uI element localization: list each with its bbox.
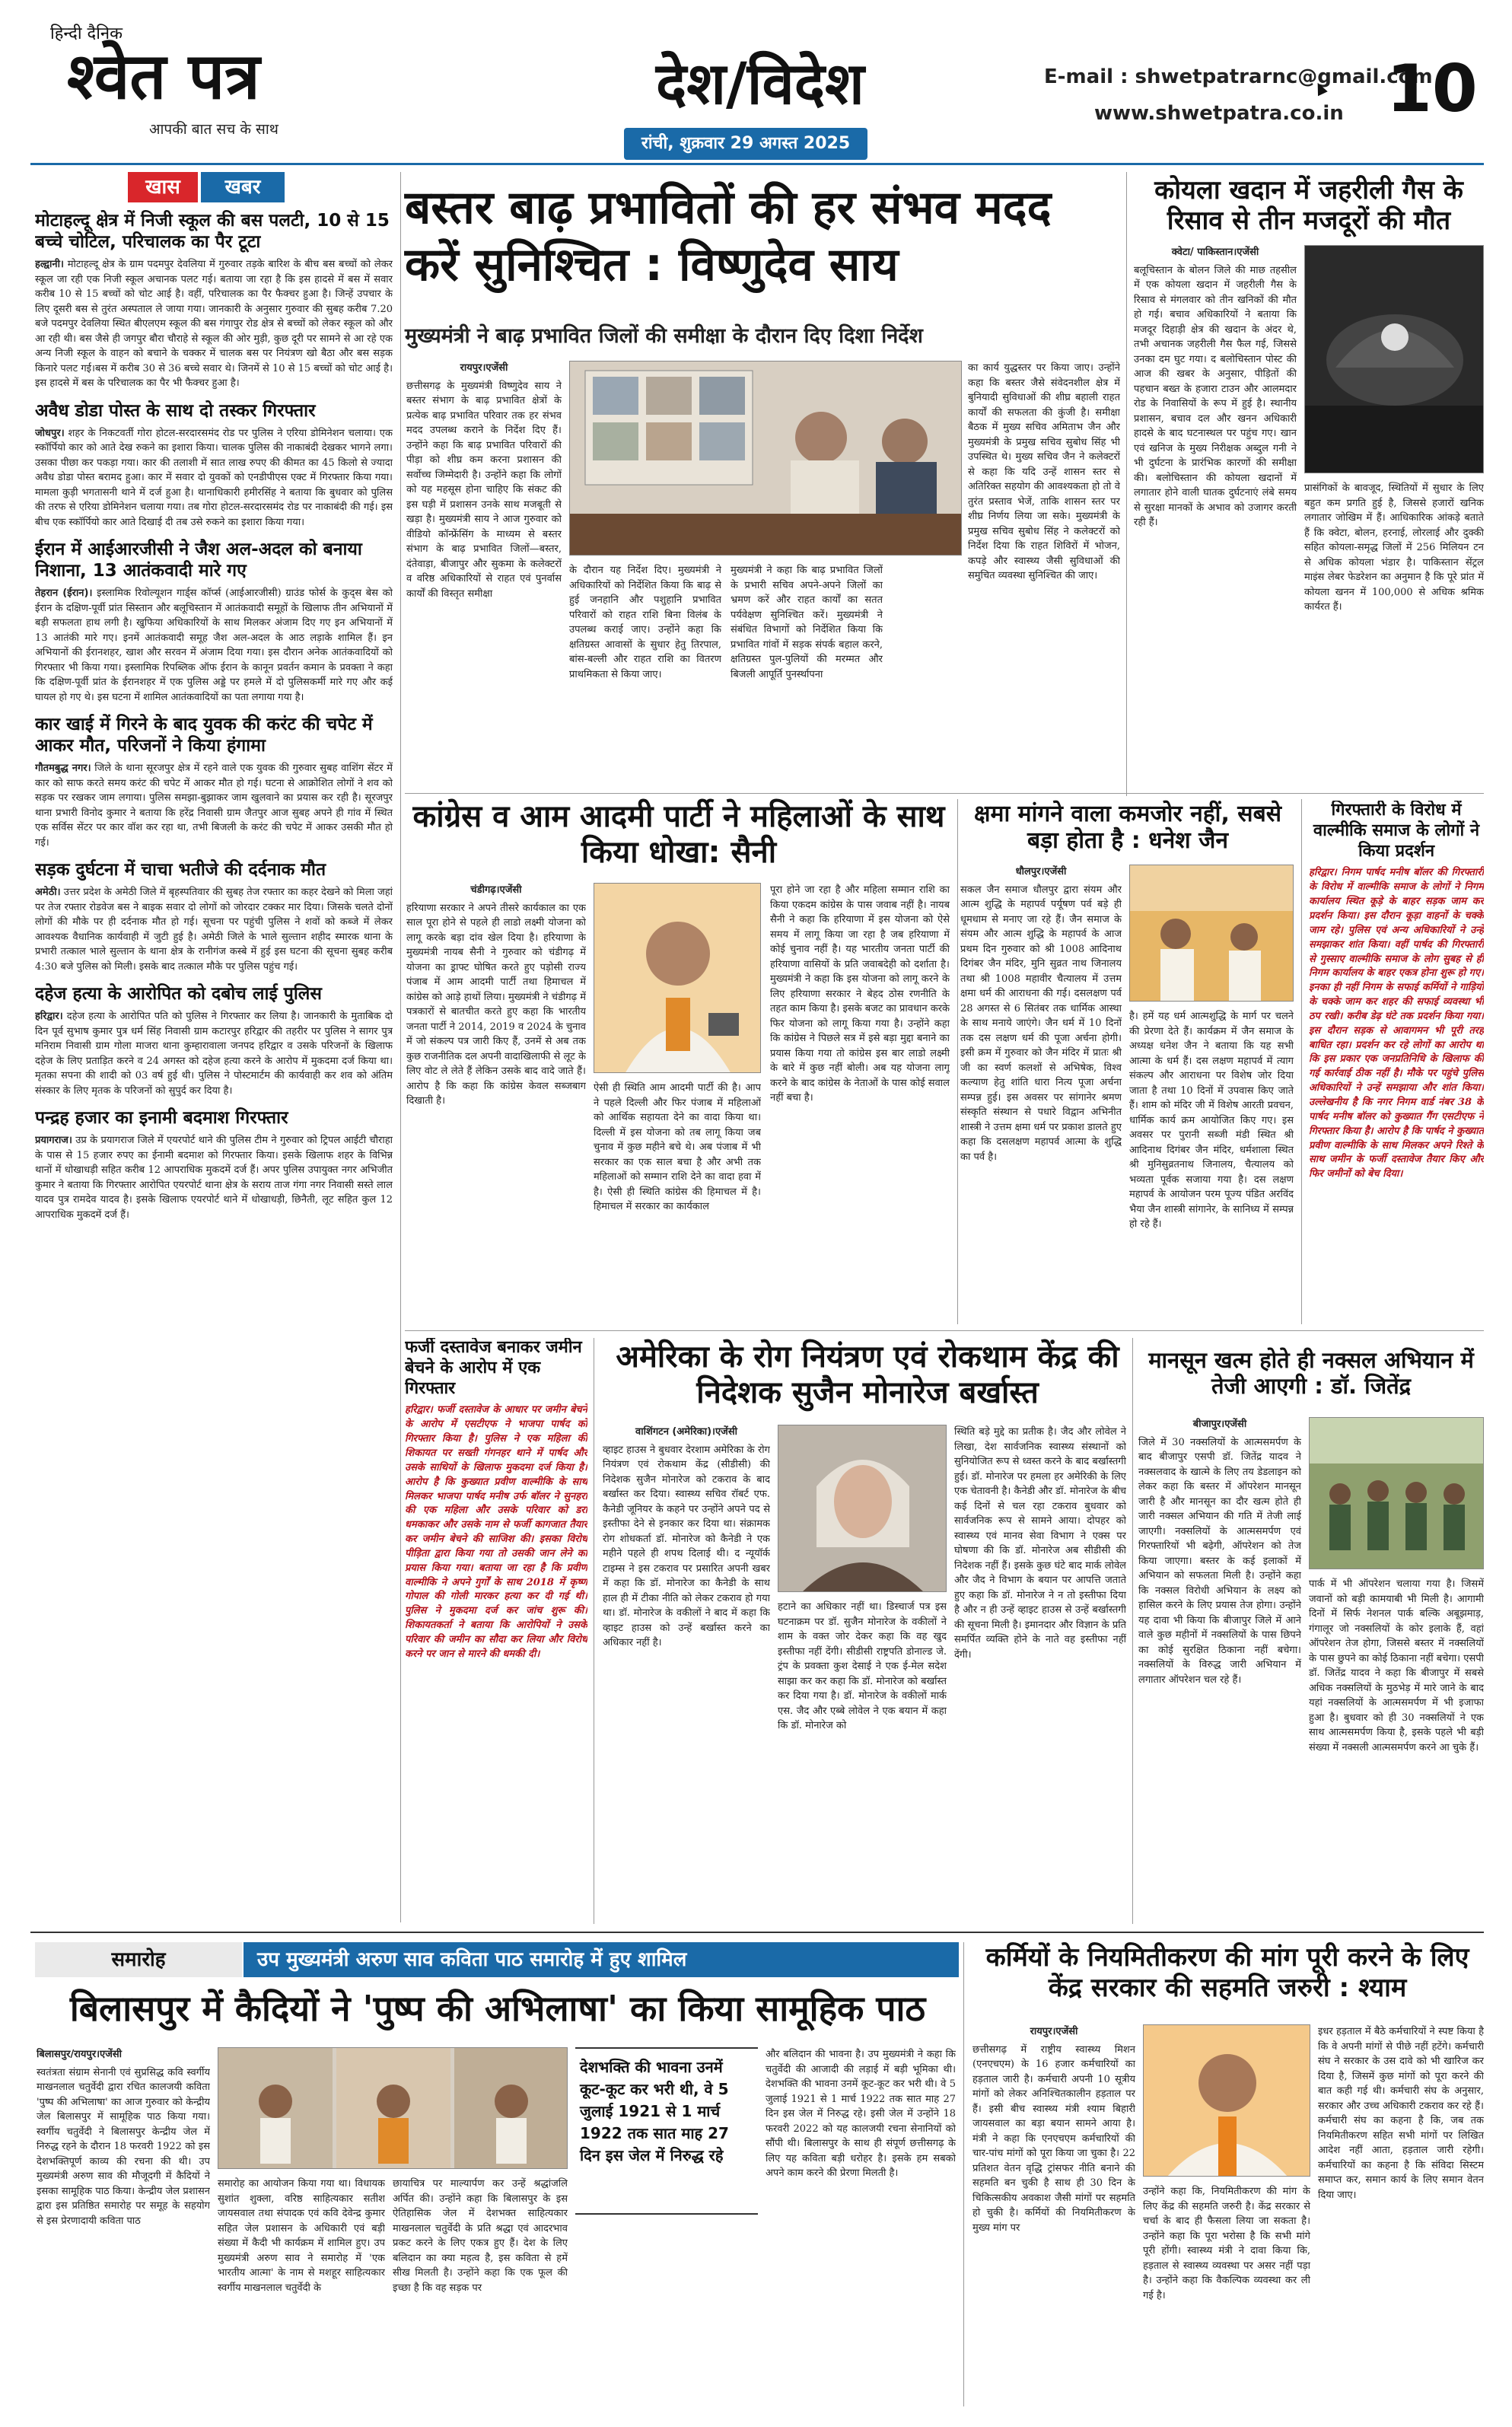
congress-col-2: ऐसी ही स्थिति आम आदमी पार्टी की है। आप ने पहले दिल्ली और फिर पंजाब में महिलाओं को आर्थिक सहायता देने का वादा किया था। दिल्ली में इस योजना को तब लागू किया जब चुनाव में कुछ महीने बचे थे। अब पंजाब में भी सरकार का एक साल बचा है और अभी तक महिलाओं को सम्मान राशि देने का वादा हवा में है। ऐसी ही स्थिति कांग्रेस की हिमाचल में है। हिमाचल में सरकार का कार्यकाल xyxy=(594,1082,761,1212)
miner-helmet-icon xyxy=(1305,246,1484,473)
congress-photo xyxy=(594,883,761,1073)
cdc-director-photo xyxy=(778,1425,947,1592)
group-photo-icon xyxy=(1310,1418,1484,1569)
coal-col-1: क्वेटा/ पाकिस्तान।एजेंसी बलूचिस्तान के बोलन जिले की माछ तहसील में एक कोयला खदान में जहरीली गैस के रिसाव से मंगलवार को तीन खनिकों की मौत हो गई। बचाव अधिकारियों ने बताया कि मजदूर दिहाड़ी क्षेत्र की खदान के अंदर थे, तभी अचानक जहरीली गैस फैल गई, जिससे उनका दम घुट गया। द बलोचिस्तान पोस्ट की आज की खबर के अनुसार, पीड़ितों की पहचान बख्त के हजारा टाउन और आलमदार रोड के निवासियों के रूप में हुई है। स्थानीय प्रशासन, बचाव दल और खनन अधिकारी हादसे के बाद घटनास्थल पर पहुंच गए। खान एवं खनिज के मुख्य निरीक्षक अब्दुल गनी ने भी दुर्घटना के प्रारंभिक कारणों की समीक्षा की। बलोचिस्तान की कोयला खदानों में लगातार होने वाली घातक दुर्घटनाएं लंबे समय से सुरक्षा मानकों के अभाव को उजागर करती रही हैं। xyxy=(1134,247,1297,528)
email-text: E-mail : shwetpatrarnc@gmail.com xyxy=(1044,65,1433,88)
date-bar xyxy=(624,128,867,160)
cdc-col-2: हटाने का अधिकार नहीं था। डिस्चार्ज पत्र इस घटनाक्रम पर डॉ. सुजैन मोनारेज के वकीलों ने शाम के वक्त जोर देकर कहा कि वह खुद इस्तीफा नहीं देंगी। सीडीसी राष्ट्रपति डोनाल्ड जे. ट्रंप के प्रवक्ता कुश देसाई ने एक ई-मेल सदेश साझा कर कर कहा कि डॉ. मोनारेज को बर्खास्त कर दिया गया है। डॉ. मोनारेज के वकीलों मार्क एस. जैद और एब्बे लोवेल ने एक बयान में कहा कि डॉ. मोनारेज को xyxy=(778,1601,947,1731)
column-divider xyxy=(400,172,401,1922)
paper-tagline: हिन्दी दैनिक xyxy=(50,24,123,43)
protest-text: हरिद्वार। निगम पार्षद मनीष बॉलर की गिरफ्तारी के विरोध में वाल्मीकि समाज के लोगों ने निगम कार्यालय स्थित कूड़े के बाहर सड़क जाम कर प्रदर्शन किया। इस दौरान कूड़ा वाहनों के चक्के जाम रहे। पुलिस एवं अन्य अधिकारियों ने उन्हें समझाकर शांत किया। वहीं पार्षद की गिरफ्तारी से गुस्साए वाल्मीकि समाज के लोग सुबह से ही निगम कार्यालय के बाहर एकत्र होना शुरू हो गए। इनका ही नहीं निगम के सफाई कर्मियों ने गाड़ियों के चक्के जाम कर शहर की सफाई व्यवस्था भी ठप रखी। करीब डेढ़ घंटे तक प्रदर्शन किया गया। इस दौरान सड़क से आवागमन भी पूरी तरह बाधित रहा। प्रदर्शन कर रहे लोगों का आरोप था कि इस प्रकार एक जनप्रतिनिधि के खिलाफ की गई कार्रवाई ठीक नहीं है। मौके पर पहुंचे पुलिस अधिकारियों ने उन्हें समझाया और शांत किया। उल्लेखनीय है कि नगर निगम वार्ड नंबर 38 के पार्षद मनीष बॉलर को कुख्यात गैंग एसटीएफ ने गिरफ्तार किया है। आरोप है कि पार्षद ने कुख्यात प्रवीण वाल्मीकि के साथ मिलकर अपने रिश्ते के साथ जमीन के फर्जी दस्तावेज तैयार किए और फिर जमीनों को बेच दिया। xyxy=(1309,867,1484,1180)
samaroh-col-2: समारोह का आयोजन किया गया था। विधायक सुशांत शुक्ला, वरिष्ठ साहित्यकार सतीश जायसवाल तथा संपादक एवं कवि देवेन्द्र कुमार सहित जेल प्रशासन के अधिकारी एवं बड़ी संख्या में कैदी भी कार्यक्रम में शामिल हुए। उप मुख्यमंत्री अरुण साव ने समारोह में 'एक भारतीय आत्मा' के नाम से मशहूर साहित्यकार स्वर्गीय माखनलाल चतुर्वेदी के xyxy=(218,2178,385,2294)
khabar-label: खबर xyxy=(201,172,285,202)
column-divider xyxy=(963,1942,964,2406)
item-text: उत्तर प्रदेश के अमेठी जिले में बृहस्पतिवार की सुबह तेज रफ्तार का कहर देखने को मिला जहां पर तेज रफ्तार रोडवेज बस ने बाइक सवार दो लोगों को जोरदार टक्कर मार दिया। जिसके चलते दोनों लोगों की मौके पर ही दर्दनाक मौत हो गई। सूचना पर पहुंची पुलिस ने शवों को कब्जे में लेकर आवश्यक वैधानिक कार्यवाही में जुटी हुई है। अमेठी जिले के भाले सुल्तान शहीद स्मारक थाना के प्रभारी तत्काल भाले सुल्तान के थाना क्षेत्र के रानीगंज कस्बे में हुई इस घटना की सूचना सुबह करीब 4:30 बजे पुलिस को मिली। इसके बाद तत्काल मौके पर पुलिस पहुंच गई। xyxy=(35,887,393,973)
coal-mine-photo xyxy=(1304,245,1484,473)
samaroh-quote: देशभक्ति की भावना उनमें कूट-कूट कर भरी थी, वे 5 जुलाई 1921 से 1 मार्च 1922 तक सात माह 27 दिन इस जेल में निरुद्ध रहे xyxy=(580,2058,729,2164)
jain-col-1: धौलपुर।एजेंसी सकल जैन समाज धौलपुर द्वारा संयम और आत्म शुद्धि के महापर्व पर्यूषण पर्व बड़े ही धूमधाम से मनाए जा रहे हैं। जैन समाज के संयम और आत्म शुद्धि के महापर्व के आज प्रथम दिन गुरुवार को श्री 1008 आदिनाथ दिगंबर जैन मंदिर, मुनि सुव्रत नाथ जिनालय तथा श्री 1008 महावीर चैत्यालय में उत्तम क्षमा धर्म की आराधना की गई। दसलक्षण पर्व 28 अगस्त से 6 सितंबर तक धार्मिक आस्था के साथ मनाये जाएंगे। जैन धर्म में 10 दिनों तक दस लक्षण धर्म की पूजा अर्चना होगी। इसी क्रम में गुरुवार को जैन मंदिर में प्रातः श्री जी का स्वर्ण कलशों से अभिषेक, विश्व कल्याण हेतु शांति धारा नित्य पूजा अर्चना सम्पन्न हुई। इस अवसर पर सांगानेर श्रमण संस्कृति संस्थान से पधारे विद्वान अभिनीत शास्त्री ने उत्तम क्षमा धर्म पर प्रकाश डालते हुए कहा कि दसलक्षण महापर्व आत्मा के शुद्धि का पर्व है। xyxy=(960,866,1122,1163)
section-rule xyxy=(405,1330,1484,1331)
section-rule xyxy=(405,793,1484,794)
khas-khabar-tag xyxy=(128,172,285,202)
date-text: रांची, शुक्रवार 29 अगस्त 2025 xyxy=(641,134,851,153)
item-headline: कार खाई में गिरने के बाद युवक की करंट की चपेट में आकर मौत, परिजनों ने किया हंगामा xyxy=(35,715,373,756)
minister-photo xyxy=(1143,2024,1310,2177)
cdc-headline: अमेरिका के रोग नियंत्रण एवं रोकथाम केंद्र की निदेशक सुजैन मोनारेज बर्खास्त xyxy=(616,1339,1119,1411)
item-text: उप्र के प्रयागराज जिले में एयरपोर्ट थाने की पुलिस टीम ने गुरुवार को ट्रिपल आईटी चौराहा के पास से 15 हजार रुपए का ईनामी बदमाश को गिरफ्तार किया। इसके खिलाफ शहर के विभिन्न थानों में धोखाधड़ी सहित करीब 12 आपराधिक मुकदमें दर्ज हैं। अपर पुलिस उपायुक्त नगर अभिजीत कुमार ने बताया कि गिरफ्तार आरोपित एयरपोर्ट थाना क्षेत्र के सराय ताज गंगा नगर निवासी सस्ते लाल यादव पुत्र रामदेव यादव है। इसके खिलाफ एयरपोर्ट थाने में धोखाधड़ी, छिनैती, लूट सहित कुल 12 आपराधिक मुकदमें दर्ज हैं। xyxy=(35,1135,393,1221)
workers-headline: कर्मियों के नियमितीकरण की मांग पूरी करने के लिए केंद्र सरकार की सहमति जरुरी : श्याम xyxy=(985,1942,1469,2004)
website-link[interactable]: www.shwetpatra.co.in xyxy=(1094,102,1344,125)
samaroh-banner: उप मुख्यमंत्री अरुण साव कविता पाठ समारोह में हुए शामिल xyxy=(244,1942,959,1977)
item-headline: पन्द्रह हजार का इनामी बदमाश गिरफ्तार xyxy=(35,1108,288,1129)
minister-portrait-icon xyxy=(1144,2025,1310,2177)
lead-col-4: का कार्य युद्धस्तर पर किया जाए। उन्होंने कहा कि बस्तर जैसे संवेदनशील क्षेत्र में बुनियादी सुविधाओं की शीघ्र बहाली राहत कार्यों की सफलता की कुंजी है। समीक्षा बैठक में मुख्य सचिव अमिताभ जैन और मुख्यमंत्री के प्रमुख सचिव सुबोध सिंह भी उपस्थित थे। मुख्य सचिव जैन ने कलेक्टरों से कहा कि यदि उन्हें शासन स्तर से अतिरिक्त सहयोग की आवश्यकता हो तो वे तुरंत प्रस्ताव भेजें, ताकि शासन स्तर पर शीघ्र निर्णय लिया जा सके। मुख्यमंत्री के प्रमुख सचिव सुबोध सिंह ने कलेक्टरों को निर्देश दिया कि राहत शिविरों में भोजन, कपड़े और स्वास्थ्य जैसी सुविधाओं की समुचित व्यवस्था सुनिश्चित की जाए। xyxy=(968,362,1120,581)
lead-headline: बस्तर बाढ़ प्रभावितों की हर संभव मदद करें सुनिश्चित : विष्णुदेव साय xyxy=(405,181,1052,291)
column-divider xyxy=(1301,799,1302,1324)
fraud-text: हरिद्वार। फर्जी दस्तावेज के आधार पर जमीन बेचने के आरोप में एसटीएफ ने भाजपा पार्षद को गिरफ्तार किया है। पुलिस ने एक महिला की शिकायत पर सख्ती गंगनहर थाने में पार्षद और उसके साथियों के खिलाफ मुकदमा दर्ज किया है। आरोप है कि कुख्यात प्रवीण वाल्मीकि के साथ मिलकर भाजपा पार्षद मनीष उर्फ बॉलर ने सुनहरा की एक महिला और उसके परिवार को डरा धमकाकर और उसके नाम से फर्जी कागजात तैयार कर जमीन बेचने की साजिश की। इसका विरोध पीड़िता द्वारा किया गया तो उसकी जान लेने का प्रयास किया गया। बताया जा रहा है कि प्रवीण वाल्मीकि ने अपने गुर्गों के साथ 2018 में कृष्ण गोपाल की गोली मारकर हत्या कर दी गई थी। पुलिस ने मुकदमा दर्ज कर जांच शुरू की। शिकायतकर्ता ने बताया कि आरोपियों ने उसके परिवार की जमीन का सौदा कर लिया और विरोध करने पर जान से मारने की धमकी दी। xyxy=(405,1404,587,1660)
meeting-photo-icon xyxy=(570,362,962,556)
item-text: दहेज हत्या के आरोपित पति को पुलिस ने गिरफ्तार कर लिया है। जानकारी के मुताबिक दो दिन पूर्व सुभाष कुमार पुत्र धर्म सिंह निवासी ग्राम कटारपुर हरिद्वार की तहरीर पर पुलिस ने सागर पुत्र मनिराम निवासी ग्राम गोला माजरा थाना कुम्हारावाला जनपद हरिद्वार व उसके परिजनों के खिलाफ दहेज के लिए प्रताड़ित करने व 24 अगस्त को दहेज हत्या करने के आरोप में मुकदमा दर्ज किया था। मृतका सपना की शादी को 03 वर्ष हुई थी। पुलिस ने पोस्टमार्टम की कार्यवाही कर शव को अंतिम संस्कार के लिए मृतक के परिजनों को सुपुर्द कर दिया है। xyxy=(35,1011,393,1097)
samaroh-tag: समारोह xyxy=(35,1942,242,1977)
samaroh-headline: बिलासपुर में कैदियों ने 'पुष्प की अभिलाषा' का किया सामूहिक पाठ xyxy=(69,1988,926,2029)
news-item-accident: सड़क दुर्घटना में चाचा भतीजे की दर्दनाक मौत अमेठी। उत्तर प्रदेश के अमेठी जिले में बृहस्पतिवार की सुबह तेज रफ्तार का कहर देखने को मिला जहां पर तेज रफ्तार रोडवेज बस ने बाइक सवार दो लोगों को जोरदार टक्कर मार दिया। जिसके चलते दोनों लोगों की मौके पर ही दर्दनाक मौत हो गई। सूचना पर पहुंची पुलिस ने शवों को कब्जे में लेकर आवश्यक वैधानिक कार्यवाही में जुटी हुई है। अमेठी जिले के भाले सुल्तान शहीद स्मारक थाना के प्रभारी तत्काल भाले सुल्तान के थाना क्षेत्र के रानीगंज कस्बे में हुई इस घटना की सूचना सुबह करीब 4:30 बजे पुलिस को मिली। इसके बाद तत्काल मौके पर पुलिस पहुंच गई। xyxy=(35,860,393,973)
lead-col-1: रायपुर।एजेंसी छत्तीसगढ़ के मुख्यमंत्री विष्णुदेव साय ने बस्तर संभाग के बाढ़ प्रभावित क्षेत्रों के प्रत्येक बाढ़ प्रभावित परिवार तक हर संभव मदद उपलब्ध कराने के निर्देश दिए हैं। उन्होंने कहा कि बाढ़ प्रभावित परिवारों की पीड़ा को शीघ्र कम करना प्रशासन की सर्वोच्च जिम्मेदारी है। उन्होंने कहा कि लोगों को यह महसूस होना चाहिए कि संकट की इस घड़ी में प्रशासन उनके साथ मजबूती से खड़ा है। मुख्यमंत्री साय ने आज गुरुवार को वीडियो कॉन्फ्रेंसिंग के माध्यम से बस्तर संभाग के बाढ़ प्रभावित जिलों—बस्तर, दंतेवाड़ा, बीजापुर और सुकमा के कलेक्टरों व वरिष्ठ अधिकारियों से राहत एवं पुनर्वास कार्यों की विस्तृत समीक्षा xyxy=(406,362,562,600)
masthead-rule xyxy=(30,163,1484,165)
workers-col-1: रायपुर।एजेंसी छत्तीसगढ़ में राष्ट्रीय स्वास्थ्य मिशन (एनएचएम) के 16 हजार कर्मचारियों का हड़ताल जारी है। कर्मचारी अपनी 10 सूत्रीय मांगों को लेकर अनिश्चितकालीन हड़ताल पर हैं। इसी बीच स्वास्थ्य मंत्री श्याम बिहारी जायसवाल का बड़ा बयान सामने आया है। मंत्री ने कहा कि एनएचएम कर्मचारियों की चार-पांच मांगों को पूरा किया जा चुका है। 22 प्रतिशत वेतन वृद्धि ट्रांसफर नीति बनाने की सहमति बन चुकी है साथ ही 30 दिन के चिकित्सकीय अवकाश जैसी मांगों पर सहमति हो चुकी है। कर्मियों की नियमितीकरण के मुख्य मांग पर xyxy=(972,2026,1135,2234)
item-headline: अवैध डोडा पोस्त के साथ दो तस्कर गिरफ्तार xyxy=(35,400,316,421)
event-collage-icon xyxy=(218,2048,568,2169)
monsoon-headline: मानसून खत्म होते ही नक्सल अभियान में तेजी आएगी : डॉ. जितेंद्र xyxy=(1148,1347,1474,1400)
khas-khabar-column xyxy=(35,210,393,2014)
item-headline: दहेज हत्या के आरोपित को दबोच लाई पुलिस xyxy=(35,984,322,1005)
item-headline: सड़क दुर्घटना में चाचा भतीजे की दर्दनाक मौत xyxy=(35,860,326,881)
news-item-bus: मोटाहल्दू क्षेत्र में निजी स्कूल की बस पलटी, 10 से 15 बच्चे चोटिल, परिचालक का पैर टूटा हल्द्वानी। मोटाहल्दू क्षेत्र के ग्राम पदमपुर देवलिया में गुरुवार तड़के बारिश के बीच बस बच्चों को लेकर स्कूल जा रही एक निजी स्कूल अचानक पलट गई। बताया जा रहा है कि इस हादसे में बस में सवार करीब 10 से 15 बच्चों को चोट आई है। वहीं, परिचालक का पैर फैक्चर हुआ है। जिन्हें उपचार के लिए दूसरी बस से तुरंत अस्पताल ले जाया गया। जानकारी के अनुसार गुरुवार की सुबह करीब 7.20 बजे पदमपुर देवलिया स्थित बीएलएम स्कूल की बस गंगापुर रोड क्षेत्र से बच्चों को लेकर स्कूल को और आ रही थी। बस जैसे ही जगपुर बौरा चौराहे से स्कूल की ओर मुड़ी, कुछ दूरी पर सामने से आ रहे एक अन्य निजी स्कूल के वाहन को बचाने के चक्कर में चालक बस पर नियंत्रण खो बैठा और बस सड़क किनारे पलट गई।बस में करीब 30 से 36 बच्चे सवार थे। जिनमें से 10 से 15 बच्चों को चोट आई है। इस हादसे में बस के परिचालक का पैर भी फैक्चर हुआ है। xyxy=(35,211,393,390)
lead-photo xyxy=(569,361,962,556)
samaroh-col-1: बिलासपुर/रायपुर।एजेंसी स्वतंत्रता संग्राम सेनानी एवं सुप्रसिद्ध कवि स्वर्गीय माखनलाल चतुर्वेदी द्वारा रचित कालजयी कविता 'पुष्प की अभिलाषा' का आज गुरुवार को केन्द्रीय जेल बिलासपुर में सामूहिक पाठ किया गया। स्वर्गीय चतुर्वेदी ने बिलासपुर केन्द्रीय जेल में निरुद्ध रहने के दौरान 18 फरवरी 1922 को इस देशभक्तिपूर्ण काव्य की रचना की थी। उप मुख्यमंत्री अरुण साव की मौजूदगी में कैदियों ने इसका सामूहिक पाठ किया। केन्द्रीय जेल प्रशासन द्वारा इस प्रतिष्ठित समारोह पर समूह के सहयोग से इस प्रेरणादायी कविता पाठ xyxy=(37,2049,210,2227)
section-rule xyxy=(30,1932,1484,1933)
news-item-dowry: दहेज हत्या के आरोपित को दबोच लाई पुलिस हरिद्वार। दहेज हत्या के आरोपित पति को पुलिस ने गिरफ्तार कर लिया है। जानकारी के मुताबिक दो दिन पूर्व सुभाष कुमार पुत्र धर्म सिंह निवासी ग्राम कटारपुर हरिद्वार की तहरीर पर पुलिस ने सागर पुत्र मनिराम निवासी ग्राम गोला माजरा थाना कुम्हारावाला जनपद हरिद्वार व उसके परिजनों के खिलाफ दहेज के लिए प्रताड़ित करने व 24 अगस्त को दहेज हत्या करने के आरोप में मुकदमा दर्ज किया था। मृतका सपना की शादी को 03 वर्ष हुई थी। पुलिस ने पोस्टमार्टम की कार्यवाही कर शव को अंतिम संस्कार के लिए मृतक के परिजनों को सुपुर्द कर दिया है। xyxy=(35,984,393,1097)
jain-headline: क्षमा मांगने वाला कमजोर नहीं, सबसे बड़ा होता है : धनेश जैन xyxy=(974,801,1281,855)
lead-col-2: के दौरान यह निर्देश दिए। मुख्यमंत्री ने अधिकारियों को निर्देशित किया कि बाढ़ से हुई जनहानि और पशुहानि प्रभावित परिवारों को राहत राशि बिना विलंब के उपलब्ध कराई जाए। उन्होंने कहा कि क्षतिग्रस्त आवासों के सुधार हेतु तिरपाल, बांस-बल्ली और राहत राशि का वितरण प्राथमिकता से किया जाए। xyxy=(569,565,721,680)
jain-photo xyxy=(1129,865,1294,1002)
workers-col-2: उन्होंने कहा कि, नियमितीकरण की मांग के लिए केंद्र की सहमति जरुरी है। केंद्र सरकार से चर्चा के बाद ही फैसला लिया जा सकता है। उन्होंने कहा कि पूरा भरोसा है कि सभी मांगे पूरी होंगी। स्वास्थ्य मंत्री ने दावा किया कि, हड़ताल से स्वास्थ्य व्यवस्था पर असर नहीं पड़ा है। उन्होंने कहा कि वैकल्पिक व्यवस्था कर ली गई है। xyxy=(1143,2186,1310,2301)
item-text: जिले के थाना सूरजपुर क्षेत्र में रहने वाले एक युवक की गुरुवार सुबह वाशिंग सेंटर में कार को साफ करते समय करंट की चपेट में आकर मौत हो गई। घटना से आक्रोशित लोगों ने शव को सड़क पर रखकर जाम लगाया। पुलिस समझा-बुझाकर जाम खुलवाने का प्रयास कर रही है। सूरजपुर थाना प्रभारी विनोद कुमार ने बताया कि हरेंद्र निवासी ग्राम जैतपुर आज सुबह अपने ही गांव में स्थित एक सर्विस सेंटर पर कार वॉश कर रहा था, तभी बिजली के करंट की चपेट में आकर उसकी मौत हो गई। xyxy=(35,763,393,849)
temple-ceremony-icon xyxy=(1130,865,1294,1002)
news-item-car: कार खाई में गिरने के बाद युवक की करंट की चपेट में आकर मौत, परिजनों ने किया हंगामा गौतमबुद्ध नगर। जिले के थाना सूरजपुर क्षेत्र में रहने वाले एक युवक की गुरुवार सुबह वाशिंग सेंटर में कार को साफ करते समय करंट की चपेट में आकर मौत हो गई। घटना से आक्रोशित लोगों ने शव को सड़क पर रखकर जाम लगाया। पुलिस समझा-बुझाकर जाम खुलवाने का प्रयास कर रही है। सूरजपुर थाना प्रभारी विनोद कुमार ने बताया कि हरेंद्र निवासी ग्राम जैतपुर आज सुबह अपने ही गांव में स्थित एक सर्विस सेंटर पर कार वॉश कर रहा था, तभी बिजली के करंट की चपेट में आकर उसकी मौत हो गई। xyxy=(35,715,393,849)
congress-col-1: चंडीगढ़।एजेंसी हरियाणा सरकार ने अपने तीसरे कार्यकाल का एक साल पूरा होने से पहले ही लाडो लक्ष्मी योजना को लागू करके बड़ा दांव खेल दिया है। हरियाणा के मुख्यमंत्री नायब सैनी ने गुरुवार को चंडीगढ़ में योजना का ड्राफ्ट घोषित करते हुए पड़ोसी राज्य पंजाब में आम आदमी पार्टी तथा हिमाचल में कांग्रेस को आड़े हाथों लिया। मुख्यमंत्री ने चंडीगढ़ में पत्रकारों से बातचीत करते हुए कहा कि भारतीय जनता पार्टी ने 2014, 2019 व 2024 के चुनाव में जो संकल्प पत्र जारी किए हैं, उनमें से अब तक कुछ राजनीतिक दल अपनी वादाखिलाफी से लूट के लिए वोट ले लेते हैं लेकिन उसके बाद वादे जाते हैं। आरोप है कि कहा कि कांग्रेस केवल सब्जबाग दिखाती है। xyxy=(406,884,586,1107)
column-divider xyxy=(1132,1338,1133,1924)
monsoon-col-1: बीजापुर।एजेंसी जिले में 30 नक्सलियों के आत्मसमर्पण के बाद बीजापुर एसपी डॉ. जितेंद्र यादव ने नक्सलवाद के खात्मे के लिए तय डेडलाइन को लेकर कहा कि बस्तर में ऑपरेशन मानसून जारी है और मानसून का दौर खत्म होते ही जारी नक्सल अभियान की गति में तेजी लाई जाएगी। नक्सलियों के आत्मसमर्पण एवं गिरफ्तारियों भी बढ़ेगी, ऑपरेशन को तेज किया जाएगा। बस्तर के कई इलाकों में अभियान को सफलता मिली है। उन्होंने कहा कि नक्सल विरोधी अभियान के लक्ष्य को हासिल करने के लिए प्रयास तेज होगा। उन्होंने यह दावा भी किया कि बीजापुर जिले में आने वाले कुछ महीनों में नक्सलियों के पास छिपने का कोई सुरक्षित ठिकाना नहीं बचेगा। नक्सलियों के विरुद्ध जारी अभियान में लगातार ऑपरेशन चल रहे हैं। xyxy=(1138,1419,1301,1686)
paper-logo: श्वेत पत्र xyxy=(67,39,260,113)
congress-headline: कांग्रेस व आम आदमी पार्टी ने महिलाओं के साथ किया धोखा: सैनी xyxy=(412,799,945,871)
protest-story xyxy=(1309,801,1484,1326)
section-title: देश/विदेश xyxy=(656,49,864,117)
fraud-story xyxy=(405,1338,587,1924)
cdc-col-1: वाशिंगटन (अमेरिका)।एजेंसी व्हाइट हाउस ने बुधवार देरशाम अमेरिका के रोग नियंत्रण एवं रोकथाम केंद्र (सीडीसी) की निदेशक सुजैन मोनारेज को टकराव के बाद बर्खास्त कर दिया। स्वास्थ्य सचिव रॉबर्ट एफ. कैनेडी जूनियर के कहने पर उन्होंने अपने पद से इस्तीफा देने से इनकार कर दिया था। संक्रामक रोग शोधकर्ता डॉ. मोनारेज को कैनेडी ने एक महीने पहले ही शपथ दिलाई थी। द न्यूयॉर्क टाइम्स ने इस टकराव पर प्रसारित अपनी खबर में कहा कि डॉ. मोनारेज का कैनेडी के साथ हाल ही में टीका नीति को लेकर टकराव हो गया था। डॉ. मोनारेज के वकीलों ने बाद में कहा कि व्हाइट हाउस को उन्हें बर्खास्त करने का अधिकार नहीं है। xyxy=(603,1426,770,1648)
speaker-portrait-icon xyxy=(594,884,761,1073)
samaroh-col-4: और बलिदान की भावना है। उप मुख्यमंत्री ने कहा कि चतुर्वेदी की आजादी की लड़ाई में बड़ी भूमिका थी। देशभक्ति की भावना उनमें कूट-कूट कर भरी थी। वे 5 जुलाई 1921 से 1 मार्च 1922 तक सात माह 27 दिन इस जेल में निरुद्ध रहे। इसी जेल में उन्होंने 18 फरवरी 2022 को यह कालजयी रचना सेनानियों को सौंपी थी। बिलासपुर के साथ ही संपूर्ण छत्तीसगढ़ के लिए यह कविता बड़ी धरोहर है। इसके हम सबको अपने काम करने की प्रेरणा मिलती है। xyxy=(766,2049,956,2179)
item-headline: मोटाहल्दू क्षेत्र में निजी स्कूल की बस पलटी, 10 से 15 बच्चे चोटिल, परिचालक का पैर टूटा xyxy=(35,211,390,253)
item-text: शहर के निकटवर्ती गोरा होटल-सरदारसमंद रोड पर पुलिस ने एरिया डोमिनेशन चलाया। एक स्कॉर्पियो कार को आते देख रुकने का इशारा किया। चालक पुलिस की नाकाबंदी देखकर भागने लगा। उसका पीछा कर पकड़ा गया। कार की तलाशी में सात लाख रुपए की कीमत का 45 किलो से ज्यादा अवैध डोडा पोस्त बरामद हुआ। कार में सवार दो युवकों को एनडीपीएस एक्ट में गिरफ्तार किया गया। मामला कुड़ी भगतासनी थाने में दर्ज हुआ है। थानाधिकारी हमीरसिंह ने बताया कि बुधवार को पुलिस की तरफ से एरिया डोमिनेशन चलाया गया। तब गोरा होटल-सरदारसमंद रोड पर नाकाबंदी की गई। इस बीच एक स्कॉर्पियो कार आते दिखाई दी तब उसे रुकने का इशारा किया गया। xyxy=(35,427,393,528)
surrender-photo xyxy=(1309,1417,1484,1569)
protest-headline: गिरफ्तारी के विरोध में वाल्मीकि समाज के लोगों ने किया प्रदर्शन xyxy=(1313,801,1480,861)
samaroh-col-3: छायाचित्र पर माल्यार्पण कर उन्हें श्रद्धांजलि अर्पित की। उन्होंने कहा कि बिलासपुर के इस ऐतिहासिक जेल में देशभक्त साहित्यकार माखनलाल चतुर्वेदी के प्रति श्रद्धा एवं आदरभाव प्रकट करने के लिए एकत्र हुए हैं। देश के लिए बलिदान का क्या महत्व है, इस कविता से हमें सीख मिलती है। उन्होंने कहा कि एक फूल की इच्छा है कि वह सड़क पर xyxy=(393,2178,568,2294)
news-item-reward: पन्द्रह हजार का इनामी बदमाश गिरफ्तार प्रयागराज। उप्र के प्रयागराज जिले में एयरपोर्ट थाने की पुलिस टीम ने गुरुवार को ट्रिपल आईटी चौराहा के पास से 15 हजार रुपए का ईनामी बदमाश को गिरफ्तार किया। इसके खिलाफ शहर के विभिन्न थानों में धोखाधड़ी सहित करीब 12 आपराधिक मुकदमें दर्ज हैं। अपर पुलिस उपायुक्त नगर अभिजीत कुमार ने बताया कि गिरफ्तार आरोपित एयरपोर्ट थाना क्षेत्र के सराय ताज गंगा नगर निवासी सस्ते लाल यादव पुत्र रामदेव यादव है। इसके खिलाफ एयरपोर्ट थाने में धोखाधड़ी, छिनैती, लूट सहित कुल 12 आपराधिक मुकदमें दर्ज हैं। xyxy=(35,1108,393,1221)
fraud-headline: फर्जी दस्तावेज बनाकर जमीन बेचने के आरोप में एक गिरफ्तार xyxy=(405,1338,582,1398)
samaroh-photo xyxy=(218,2047,568,2169)
congress-col-3: पूरा होने जा रहा है और महिला सम्मान राशि का किया एकदम कांग्रेस के पास जवाब नहीं है। नायब सैनी ने कहा कि हरियाणा में इस योजना को ऐसे समय में लागू किया जा रहा है जब हरियाणा में कोई चुनाव नहीं है। यह भारतीय जनता पार्टी की हरियाणा वासियों के प्रति जवाबदेही को दर्शाता है। मुख्यमंत्री ने कहा कि इस योजना को लागू करने के लिए हरियाणा सरकार ने बेहद ठोस रणनीति के तहत काम किया है। इसके बजट का प्रावधान करके फिर योजना को लागू किया गया है। उन्होंने कहा कि कांग्रेस ने पिछले सत्र में इसे बड़ा मुद्दा बनाने का प्रयास किया गया तो कांग्रेस इस बार लाडो लक्ष्मी के बारे में कुछ नहीं बोली। अब यह योजना लागू करने के बाद कांग्रेस के नेताओं के पास कोई सवाल नहीं बचा है। xyxy=(770,884,950,1104)
jain-col-2: है। हमें यह धर्म आत्मशुद्धि के मार्ग पर चलने की प्रेरणा देते हैं। कार्यक्रम में जैन समाज के अध्यक्ष धनेश जैन ने बताया कि यह सभी आत्मा के धर्म हैं। दस लक्षण महापर्व में त्याग संकल्प और आराधना पर विशेष जोर दिया जाता है तथा 10 दिनों में उपवास किए जाते हैं। शाम को मंदिर जी में विशेष आरती प्रवचन, धार्मिक कार्य क्रम आयोजित किए गए। इस अवसर पर पुरानी सब्जी मंडी स्थित श्री आदिनाथ दिगंबर जैन मंदिर, धर्मशाला स्थित श्री मुनिसुव्रतनाथ जिनालय, चैत्यालय को भव्यता पूर्वक सजाया गया है। दस लक्षण महापर्व के आयोजन परम पूज्य पंडित अरविंद भैया जैन शास्त्री सांगानेर, के सानिध्य में सम्पन्न हो रहे हैं। xyxy=(1129,1011,1294,1230)
paper-motto: आपकी बात सच के साथ xyxy=(149,121,279,138)
workers-col-3: इधर हड़ताल में बैठे कर्मचारियों ने स्पष्ट किया है कि वे अपनी मांगों से पीछे नहीं हटेंगे। कर्मचारी संघ ने सरकार के उस दावे को भी खारिज कर दिया है, जिसमें कुछ मांगों को पूरा करने की बात कही गई थी। कर्मचारी संघ के अनुसार, सरकार और उच्च अधिकारी टकराव कर रहे हैं। कर्मचारी संघ का कहना है कि, जब तक नियमितीकरण सहित सभी मांगों पर लिखित आदेश नहीं आता, हड़ताल जारी रहेगी। कर्मचारियों का कहना है कि संविदा सिस्टम समाप्त कर, समान कार्य के लिए समान वेतन दिया जाए। xyxy=(1318,2026,1484,2201)
masthead xyxy=(0,0,1512,164)
samaroh-quote-box xyxy=(575,2047,758,2215)
column-divider xyxy=(1126,172,1127,796)
coal-col-2: प्रासंगिकों के बावजूद, स्थितियों में सुधार के लिए बहुत कम प्रगति हुई है, जिससे हजारों खनिक लगातार जोखिम में हैं। आधिकारिक आंकड़े बताते हैं कि क्वेटा, बोलन, हरनाई, लोरलाई और दुक्की सहित कोयला-समृद्ध जिलों में 256 मिलियन टन से अधिक कोयला भंडार है। पाकिस्तान सेंट्रल माइंस लेबर फेडरेशन का अनुमान है कि पूरे प्रांत में कोयला खनन में 100,000 से अधिक श्रमिक कार्यरत हैं। xyxy=(1304,483,1484,613)
khas-label: खास xyxy=(128,172,198,202)
page-number: 10 xyxy=(1386,51,1478,127)
item-headline: ईरान में आईआरजीसी ने जैश अल-अदल को बनाया निशाना, 13 आतंकवादी मारे गए xyxy=(35,540,362,581)
item-text: मोटाहल्दू क्षेत्र के ग्राम पदमपुर देवलिया में गुरुवार तड़के बारिश के बीच बस बच्चों को लेकर स्कूल जा रही एक निजी स्कूल अचानक पलट गई। बताया जा रहा है कि इस हादसे में बस में सवार करीब 10 से 15 बच्चों को चोट आई है। वहीं, परिचालक का पैर फैक्चर हुआ है। जिन्हें उपचार के लिए दूसरी बस से तुरंत अस्पताल ले जाया गया। जानकारी के अनुसार गुरुवार की सुबह करीब 7.20 बजे पदमपुर देवलिया स्थित बीएलएम स्कूल की बस गंगापुर रोड क्षेत्र से बच्चों को लेकर स्कूल को और आ रही थी। बस जैसे ही जगपुर बौरा चौराहे से स्कूल की ओर मुड़ी, कुछ दूरी पर सामने से आ रहे एक अन्य निजी स्कूल के वाहन को बचाने के चक्कर में चालक बस पर नियंत्रण खो बैठा और बस सड़क किनारे पलट गई।बस में करीब 30 से 36 बच्चे सवार थे। जिनमें से 10 से 15 बच्चों को चोट आई है। इस हादसे में बस के परिचालक का पैर भी फैक्चर हुआ है। xyxy=(35,259,393,390)
column-divider xyxy=(957,799,958,1324)
coal-headline: कोयला खदान में जहरीली गैस के रिसाव से तीन मजदूरों की मौत xyxy=(1154,175,1463,237)
lead-subhead: मुख्यमंत्री ने बाढ़ प्रभावित जिलों की समीक्षा के दौरान दिए दिशा निर्देश xyxy=(405,324,923,348)
cdc-col-3: स्थिति बड़े मुद्दे का प्रतीक है। जैद और लोवेल ने लिखा, देश सार्वजनिक स्वास्थ्य संस्थानों को सुनियोजित रूप से ध्वस्त करने के बाद बर्खास्तगी हुई। डॉ. मोनारेज पर हमला हर अमेरिकी के लिए एक चेतावनी है। कैनेडी और डॉ. मोनारेज के बीच कई दिनों से चल रहा टकराव बुधवार को सार्वजनिक रूप से सामने आया। दोपहर को स्वास्थ्य एवं मानव सेवा विभाग ने एक्स पर घोषणा की कि डॉ. मोनारेज अब सीडीसी की निदेशक नहीं हैं। इसके कुछ घंटे बाद मार्क लोवेल और जैद ने विभाग के बयान पर आपत्ति जताते हुए कहा कि डॉ. मोनारेज ने न तो इस्तीफा दिया है और न ही उन्हें व्हाइट हाउस से उन्हें बर्खास्तगी की सूचना मिली है। इमानदार और विज्ञान के प्रति समर्पित व्यक्ति होने के नाते वह इस्तीफा नहीं देंगी। xyxy=(954,1426,1126,1661)
news-item-doda: अवैध डोडा पोस्त के साथ दो तस्कर गिरफ्तार जोधपुर। शहर के निकटवर्ती गोरा होटल-सरदारसमंद रोड पर पुलिस ने एरिया डोमिनेशन चलाया। एक स्कॉर्पियो कार को आते देख रुकने का इशारा किया। चालक पुलिस की नाकाबंदी देखकर भागने लगा। उसका पीछा कर पकड़ा गया। कार की तलाशी में सात लाख रुपए की कीमत का 45 किलो से ज्यादा अवैध डोडा पोस्त बरामद हुआ। कार में सवार दो युवकों को एनडीपीएस एक्ट में गिरफ्तार किया गया। मामला कुड़ी भगतासनी थाने में दर्ज हुआ है। थानाधिकारी हमीरसिंह ने बताया कि बुधवार को पुलिस की तरफ से एरिया डोमिनेशन चलाया गया। तब गोरा होटल-सरदारसमंद रोड पर नाकाबंदी की गई। इस बीच एक स्कॉर्पियो कार आते दिखाई दी तब उसे रुकने का इशारा किया गया। xyxy=(35,400,393,528)
woman-portrait-icon xyxy=(778,1425,947,1592)
item-text: इस्लामिक रिवोल्यूशन गार्ड्स कॉर्प्स (आईआरजीसी) ग्राउंड फोर्स के कुद्स बेस को ईरान के दक्षिण-पूर्वी प्रांत सिस्तान और बलूचिस्तान में आतंकवादी समूहों के खिलाफ तीन अभियानों में बड़ी सफलता हाथ लगी है। खुफिया अधिकारियों के साथ मिलकर अंजाम दिए गए इन अभियानों में 13 आतंकी मारे गए। इनमें आतंकवादी समूह जैश अल-अदल के आठ लड़ाके शामिल हैं। इन अभियानों की ईरानशहर, खाश और सरवन में अंजाम दिया गया। इस दौरान अनेक आतंकवादियों को गिरफ्तार भी किया गया। इस्लामिक रिपब्लिक ऑफ ईरान के कानून प्रवर्तन कमान के प्रवक्ता ने कहा कि दक्षिण-पूर्वी प्रांत के ईरानशहर में एक पुलिस अड्डे पर हमले में दो पुलिसकर्मी मारे गए और कई घायल हो गए थे। इस घटना में शामिल आतंकवादियों का पता लगाया गया है। xyxy=(35,588,393,703)
news-item-iran: ईरान में आईआरजीसी ने जैश अल-अदल को बनाया निशाना, 13 आतंकवादी मारे गए तेहरान (ईरान)। इस्लामिक रिवोल्यूशन गार्ड्स कॉर्प्स (आईआरजीसी) ग्राउंड फोर्स के कुद्स बेस को ईरान के दक्षिण-पूर्वी प्रांत सिस्तान और बलूचिस्तान में आतंकवादी समूहों के खिलाफ तीन अभियानों में बड़ी सफलता हाथ लगी है। खुफिया अधिकारियों के साथ मिलकर अंजाम दिए गए इन अभियानों में 13 आतंकी मारे गए। इनमें आतंकवादी समूह जैश अल-अदल के आठ लड़ाके शामिल हैं। इन अभियानों की ईरानशहर, खाश और सरवन में अंजाम दिया गया। इस दौरान अनेक आतंकवादियों को गिरफ्तार भी किया गया। इस्लामिक रिपब्लिक ऑफ ईरान के कानून प्रवर्तन कमान के प्रवक्ता ने कहा कि दक्षिण-पूर्वी प्रांत के ईरानशहर में एक पुलिस अड्डे पर हमले में दो पुलिसकर्मी मारे गए और कई घायल हो गए थे। इस घटना में शामिल आतंकवादियों का पता लगाया गया है। xyxy=(35,540,393,703)
monsoon-col-2: पार्क में भी ऑपरेशन चलाया गया है। जिसमें जवानों को बड़ी कामयाबी भी मिली है। आगामी दिनों में सिर्फ नेशनल पार्क बल्कि अबूझमाड़, गंगालूर जो नक्सलियों के कोर इलाके हैं, वहां ऑपरेशन तेज होगा, जिससे बस्तर में नक्सलियों के पास छुपने का कोई ठिकाना नहीं बचेगा। एसपी डॉ. जितेंद्र यादव ने कहा कि बीजापुर में सबसे अधिक नक्सलियों के मुठभेड़ में मारे जाने के बाद यहां नक्सलियों के आत्मसमर्पण में भी इजाफा हुआ है। बुधवार को ही 30 नक्सलियों ने एक साथ आत्मसमर्पण किया है, इसके पहले भी बड़ी संख्या में नक्सली आत्मसमर्पण करने आ चुके हैं। xyxy=(1309,1578,1484,1753)
lead-col-3: मुख्यमंत्री ने कहा कि बाढ़ प्रभावित जिलों के प्रभारी सचिव अपने-अपने जिलों का भ्रमण करें और राहत कार्यों का सतत पर्यवेक्षण सुनिश्चित करें। मुख्यमंत्री ने संबंधित विभागों को निर्देशित किया कि प्रभावित गांवों में सड़क संपर्क बहाल करने, क्षतिग्रस्त पुल-पुलियों की मरम्मत और बिजली आपूर्ति पुनर्स्थापना xyxy=(731,565,883,680)
